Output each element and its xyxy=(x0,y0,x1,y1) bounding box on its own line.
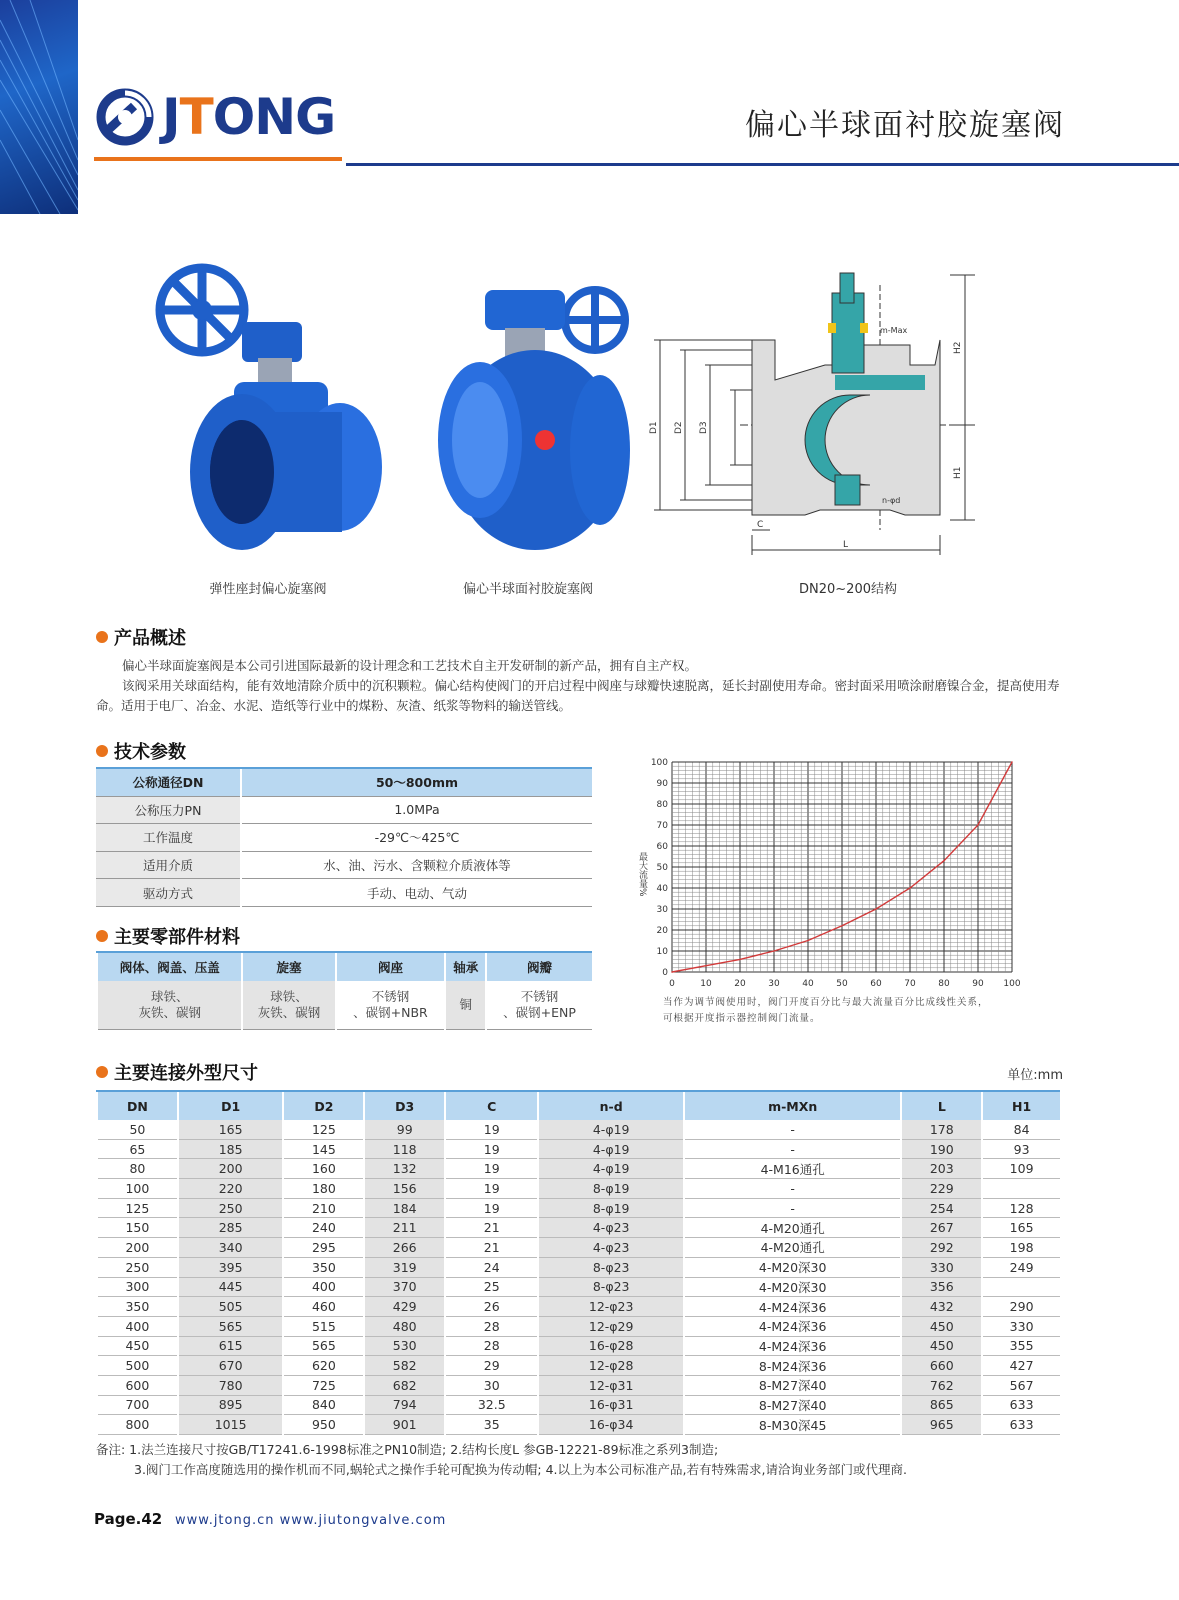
label-d1: D1 xyxy=(649,421,659,434)
param-value: 水、油、污水、含颗粒介质液体等 xyxy=(241,851,592,879)
y-tick-label: 50 xyxy=(656,863,668,873)
dim-cell: 19 xyxy=(445,1179,538,1199)
data-point xyxy=(977,824,979,826)
dim-cell: 4-M24深36 xyxy=(684,1336,901,1356)
dim-cell: 4-M16通孔 xyxy=(684,1159,901,1179)
page-number: Page.42 xyxy=(94,1510,163,1528)
dim-cell: 145 xyxy=(283,1139,364,1159)
x-tick-label: 80 xyxy=(938,979,950,989)
chart-note xyxy=(663,995,989,1027)
data-point xyxy=(773,950,775,952)
dim-cell: 254 xyxy=(901,1198,982,1218)
dim-cell: 950 xyxy=(283,1415,364,1435)
param-key: 公称压力PN xyxy=(96,796,241,824)
dim-cell: 4-φ19 xyxy=(538,1139,684,1159)
y-tick-label: 70 xyxy=(656,821,668,831)
material-cell: 球铁、 灰铁、碳钢 xyxy=(242,981,335,1030)
dim-cell: 4-φ19 xyxy=(538,1120,684,1139)
dim-cell: 229 xyxy=(901,1179,982,1199)
logo-mark-icon xyxy=(94,86,156,148)
footer-url: www.jtong.cn www.jiutongvalve.com xyxy=(174,1513,447,1528)
table-row xyxy=(97,1139,1060,1159)
data-point xyxy=(671,971,673,973)
dim-header: C xyxy=(445,1091,538,1120)
table-row xyxy=(97,1198,1060,1218)
dim-cell: 165 xyxy=(982,1218,1060,1238)
param-key: 驱动方式 xyxy=(96,879,241,907)
dim-cell: 203 xyxy=(901,1159,982,1179)
dim-cell: 267 xyxy=(901,1218,982,1238)
data-point xyxy=(807,940,809,942)
x-tick-label: 70 xyxy=(904,979,916,989)
material-header: 旋塞 xyxy=(242,952,335,981)
data-point xyxy=(841,925,843,927)
dim-cell: 178 xyxy=(901,1120,982,1139)
table-row xyxy=(96,768,592,796)
dim-cell: 156 xyxy=(364,1179,445,1199)
dim-header: D1 xyxy=(178,1091,284,1120)
note-line-2: 3.阀门工作高度随选用的操作机而不同,蜗轮式之操作手轮可配换为传动帽; 4.以上为本公司标准产品,若有特殊需求,请洽询业务部门或代理商. xyxy=(134,1462,907,1477)
dim-cell: - xyxy=(684,1198,901,1218)
y-tick-label: 80 xyxy=(656,800,668,810)
material-header: 阀瓣 xyxy=(486,952,592,981)
material-cell: 不锈钢 、碳钢+ENP xyxy=(486,981,592,1030)
dim-cell: 249 xyxy=(982,1257,1060,1277)
dim-header: D3 xyxy=(364,1091,445,1120)
dim-cell: 840 xyxy=(283,1395,364,1415)
x-tick-label: 20 xyxy=(734,979,746,989)
x-tick-label: 50 xyxy=(836,979,848,989)
y-axis-label: 最大流量% xyxy=(637,852,647,897)
bullet-icon xyxy=(96,745,108,757)
dim-cell: - xyxy=(684,1139,901,1159)
dim-cell: 395 xyxy=(178,1257,284,1277)
dim-cell: 670 xyxy=(178,1356,284,1376)
page-title: 偏心半球面衬胶旋塞阀 xyxy=(745,108,1065,143)
y-tick-label: 0 xyxy=(662,968,668,978)
dim-cell: 800 xyxy=(97,1415,178,1435)
dim-cell: 29 xyxy=(445,1356,538,1376)
dim-cell: 125 xyxy=(97,1198,178,1218)
dim-cell: 32.5 xyxy=(445,1395,538,1415)
table-row xyxy=(97,1316,1060,1336)
dim-header: m-MXn xyxy=(684,1091,901,1120)
dim-cell: 292 xyxy=(901,1238,982,1258)
caption-product-1: 弹性座封偏心旋塞阀 xyxy=(209,582,327,597)
dim-cell: 762 xyxy=(901,1375,982,1395)
label-l: L xyxy=(843,540,849,550)
table-row xyxy=(96,879,592,907)
dim-cell: 319 xyxy=(364,1257,445,1277)
dim-cell: 250 xyxy=(97,1257,178,1277)
dim-cell: 93 xyxy=(982,1139,1060,1159)
dim-cell: 330 xyxy=(982,1316,1060,1336)
label-h2: H2 xyxy=(953,341,963,354)
material-cell: 铜 xyxy=(445,981,486,1030)
dim-cell: 620 xyxy=(283,1356,364,1376)
dim-cell: 295 xyxy=(283,1238,364,1258)
dim-cell: 8-φ19 xyxy=(538,1179,684,1199)
product-image-gear-valve xyxy=(150,262,390,562)
dim-cell: 19 xyxy=(445,1120,538,1139)
dim-cell: 266 xyxy=(364,1238,445,1258)
dim-cell: 350 xyxy=(97,1297,178,1317)
dim-cell: 427 xyxy=(982,1356,1060,1376)
dim-cell: 160 xyxy=(283,1159,364,1179)
table-row xyxy=(96,851,592,879)
dim-cell: 185 xyxy=(178,1139,284,1159)
dim-cell: 8-φ19 xyxy=(538,1198,684,1218)
dim-cell: 4-M20深30 xyxy=(684,1257,901,1277)
dim-cell: 12-φ28 xyxy=(538,1356,684,1376)
param-key: 公称通径DN xyxy=(96,768,241,796)
dim-cell: 615 xyxy=(178,1336,284,1356)
dim-cell: 24 xyxy=(445,1257,538,1277)
label-mmax: m-Max xyxy=(880,326,908,335)
table-row xyxy=(97,1120,1060,1139)
data-point xyxy=(943,860,945,862)
param-value: 1.0MPa xyxy=(241,796,592,824)
table-row xyxy=(97,1238,1060,1258)
dim-cell: 35 xyxy=(445,1415,538,1435)
dim-cell xyxy=(982,1277,1060,1297)
dim-cell: 895 xyxy=(178,1395,284,1415)
dim-cell: 600 xyxy=(97,1375,178,1395)
dim-cell: 21 xyxy=(445,1238,538,1258)
y-tick-label: 20 xyxy=(656,926,668,936)
dim-cell: 901 xyxy=(364,1415,445,1435)
bullet-icon xyxy=(96,1066,108,1078)
dim-cell: 16-φ34 xyxy=(538,1415,684,1435)
dim-cell: 21 xyxy=(445,1218,538,1238)
dim-cell: 132 xyxy=(364,1159,445,1179)
dim-header: H1 xyxy=(982,1091,1060,1120)
dimensions-table xyxy=(96,1090,1060,1435)
dim-cell: 660 xyxy=(901,1356,982,1376)
bullet-icon xyxy=(96,631,108,643)
dim-cell: 340 xyxy=(178,1238,284,1258)
dim-cell: 99 xyxy=(364,1120,445,1139)
dim-cell: 165 xyxy=(178,1120,284,1139)
dim-cell: 19 xyxy=(445,1159,538,1179)
data-point xyxy=(909,887,911,889)
dim-cell: 109 xyxy=(982,1159,1060,1179)
dim-cell: 1015 xyxy=(178,1415,284,1435)
dim-cell: 150 xyxy=(97,1218,178,1238)
x-tick-label: 100 xyxy=(1003,979,1021,989)
table-row xyxy=(97,1336,1060,1356)
table-row xyxy=(97,1159,1060,1179)
chart-note-line-1: 当作为调节阀使用时，阀门开度百分比与最大流量百分比成线性关系， xyxy=(663,997,989,1008)
dim-cell: 12-φ31 xyxy=(538,1375,684,1395)
dim-cell: 450 xyxy=(901,1316,982,1336)
dim-cell: 515 xyxy=(283,1316,364,1336)
dim-cell: 682 xyxy=(364,1375,445,1395)
data-point xyxy=(875,908,877,910)
dim-cell: 118 xyxy=(364,1139,445,1159)
table-row xyxy=(97,1257,1060,1277)
material-header: 轴承 xyxy=(445,952,486,981)
dim-cell: 28 xyxy=(445,1316,538,1336)
dim-cell: 700 xyxy=(97,1395,178,1415)
structure-drawing xyxy=(640,265,990,565)
material-header: 阀体、阀盖、压盖 xyxy=(97,952,242,981)
table-row xyxy=(96,824,592,852)
overview-paragraph-2: 该阀采用关球面结构，能有效地清除介质中的沉积颗粒。偏心结构使阀门的开启过程中阀座与球瓣快速脱离，延长封副使用寿命。密封面采用喷涂耐磨镍合金，提高使用寿命。适用于电厂、冶金、水泥、造纸等行业中的煤粉、灰渣、纸浆等物料的输送管线。 xyxy=(96,678,1060,713)
dim-cell: - xyxy=(684,1179,901,1199)
y-tick-label: 40 xyxy=(656,884,668,894)
overview-text xyxy=(96,656,1066,716)
dim-header: L xyxy=(901,1091,982,1120)
material-header: 阀座 xyxy=(336,952,446,981)
dim-cell: 450 xyxy=(901,1336,982,1356)
dim-cell: 190 xyxy=(901,1139,982,1159)
brand-logo xyxy=(94,82,335,152)
table-row xyxy=(97,1395,1060,1415)
dim-header: D2 xyxy=(283,1091,364,1120)
dim-cell: 250 xyxy=(178,1198,284,1218)
x-tick-label: 30 xyxy=(768,979,780,989)
dim-cell: 400 xyxy=(97,1316,178,1336)
table-row xyxy=(97,1179,1060,1199)
table-header-row xyxy=(97,952,592,981)
dim-cell: 445 xyxy=(178,1277,284,1297)
dim-cell: 429 xyxy=(364,1297,445,1317)
notes xyxy=(96,1440,907,1480)
label-c: C xyxy=(757,520,764,530)
data-point xyxy=(1011,761,1013,763)
dim-cell: 450 xyxy=(97,1336,178,1356)
table-row xyxy=(97,1297,1060,1317)
dim-cell: 500 xyxy=(97,1356,178,1376)
dim-cell: 565 xyxy=(283,1336,364,1356)
dim-cell xyxy=(982,1179,1060,1199)
y-tick-label: 90 xyxy=(656,779,668,789)
dim-cell: - xyxy=(684,1120,901,1139)
table-header-row xyxy=(97,1091,1060,1120)
dim-cell: 432 xyxy=(901,1297,982,1317)
unit-label: 单位:mm xyxy=(1007,1068,1063,1083)
dim-cell: 350 xyxy=(283,1257,364,1277)
dim-cell: 530 xyxy=(364,1336,445,1356)
param-key: 适用介质 xyxy=(96,851,241,879)
chart-note-line-2: 可根据开度指示器控制阀门流量。 xyxy=(663,1013,821,1024)
dim-cell: 633 xyxy=(982,1415,1060,1435)
dim-cell: 19 xyxy=(445,1139,538,1159)
product-image-eccentric-valve xyxy=(425,280,635,565)
dim-cell: 865 xyxy=(901,1395,982,1415)
dim-cell: 4-M24深36 xyxy=(684,1297,901,1317)
x-tick-label: 0 xyxy=(669,979,675,989)
param-value: 手动、电动、气动 xyxy=(241,879,592,907)
dim-header: DN xyxy=(97,1091,178,1120)
dim-cell: 180 xyxy=(283,1179,364,1199)
dim-cell: 633 xyxy=(982,1395,1060,1415)
dim-cell: 370 xyxy=(364,1277,445,1297)
section-title-materials: 主要零部件材料 xyxy=(96,923,240,949)
dim-cell: 8-M27深40 xyxy=(684,1395,901,1415)
y-tick-label: 30 xyxy=(656,905,668,915)
dim-cell: 200 xyxy=(178,1159,284,1179)
dim-cell: 505 xyxy=(178,1297,284,1317)
section-title-tech: 技术参数 xyxy=(96,738,186,764)
dim-cell: 794 xyxy=(364,1395,445,1415)
brand-name: JTONG xyxy=(162,88,336,146)
table-row xyxy=(97,1415,1060,1435)
table-row xyxy=(97,1356,1060,1376)
dim-cell: 210 xyxy=(283,1198,364,1218)
dim-cell: 4-φ23 xyxy=(538,1238,684,1258)
dim-cell: 565 xyxy=(178,1316,284,1336)
dim-cell: 290 xyxy=(982,1297,1060,1317)
dim-cell: 4-M20深30 xyxy=(684,1277,901,1297)
dim-cell: 125 xyxy=(283,1120,364,1139)
data-point xyxy=(705,965,707,967)
material-cell: 球铁、 灰铁、碳钢 xyxy=(97,981,242,1030)
dim-cell: 16-φ28 xyxy=(538,1336,684,1356)
data-point xyxy=(739,959,741,961)
label-d3: D3 xyxy=(699,421,709,434)
dim-cell: 211 xyxy=(364,1218,445,1238)
param-key: 工作温度 xyxy=(96,824,241,852)
dim-cell: 12-φ23 xyxy=(538,1297,684,1317)
dim-cell: 8-M27深40 xyxy=(684,1375,901,1395)
x-tick-label: 10 xyxy=(700,979,712,989)
dim-cell: 8-φ23 xyxy=(538,1257,684,1277)
y-tick-label: 60 xyxy=(656,842,668,852)
param-value: -29℃～425℃ xyxy=(241,824,592,852)
dim-cell: 80 xyxy=(97,1159,178,1179)
bullet-icon xyxy=(96,930,108,942)
dim-cell: 8-M30深45 xyxy=(684,1415,901,1435)
dim-cell: 100 xyxy=(97,1179,178,1199)
dim-cell: 460 xyxy=(283,1297,364,1317)
section-title-dimensions: 主要连接外型尺寸 xyxy=(96,1059,258,1085)
logo-underline xyxy=(94,157,342,161)
dim-cell: 4-φ23 xyxy=(538,1218,684,1238)
materials-table xyxy=(96,951,592,1030)
dim-cell: 84 xyxy=(982,1120,1060,1139)
dim-cell: 582 xyxy=(364,1356,445,1376)
header-rule xyxy=(346,163,1179,166)
dim-cell: 198 xyxy=(982,1238,1060,1258)
x-tick-label: 60 xyxy=(870,979,882,989)
table-row xyxy=(97,1218,1060,1238)
dim-cell: 240 xyxy=(283,1218,364,1238)
dim-cell: 285 xyxy=(178,1218,284,1238)
dim-cell: 220 xyxy=(178,1179,284,1199)
dim-cell: 567 xyxy=(982,1375,1060,1395)
x-tick-label: 40 xyxy=(802,979,814,989)
dim-cell: 4-M20通孔 xyxy=(684,1238,901,1258)
caption-product-2: 偏心半球面衬胶旋塞阀 xyxy=(462,582,593,597)
dim-cell: 50 xyxy=(97,1120,178,1139)
flow-characteristic-chart xyxy=(628,752,1028,990)
overview-paragraph-1: 偏心半球面旋塞阀是本公司引进国际最新的设计理念和工艺技术自主开发研制的新产品，拥有自主产权。 xyxy=(122,658,698,673)
note-line-1: 备注: 1.法兰连接尺寸按GB/T17241.6-1998标准之PN10制造; 2.结构长度L 参GB-12221-89标准之系列3制造; xyxy=(96,1442,719,1457)
section-title-overview: 产品概述 xyxy=(96,624,186,650)
dim-cell: 128 xyxy=(982,1198,1060,1218)
dim-cell: 400 xyxy=(283,1277,364,1297)
dim-cell: 8-M24深36 xyxy=(684,1356,901,1376)
dim-cell: 26 xyxy=(445,1297,538,1317)
label-h1: H1 xyxy=(953,466,963,479)
dim-cell: 28 xyxy=(445,1336,538,1356)
tech-params-table xyxy=(96,767,592,907)
dim-cell: 355 xyxy=(982,1336,1060,1356)
dim-cell: 25 xyxy=(445,1277,538,1297)
dim-cell: 30 xyxy=(445,1375,538,1395)
table-row xyxy=(96,796,592,824)
dim-cell: 4-φ19 xyxy=(538,1159,684,1179)
label-d2: D2 xyxy=(674,421,684,434)
footer xyxy=(94,1510,446,1528)
param-value: 50～800mm xyxy=(241,768,592,796)
table-row xyxy=(97,1277,1060,1297)
table-row xyxy=(97,981,592,1030)
x-tick-label: 90 xyxy=(972,979,984,989)
dim-cell: 480 xyxy=(364,1316,445,1336)
dim-cell: 16-φ31 xyxy=(538,1395,684,1415)
dim-cell: 780 xyxy=(178,1375,284,1395)
dim-cell: 725 xyxy=(283,1375,364,1395)
dim-cell: 4-M20通孔 xyxy=(684,1218,901,1238)
dim-cell: 65 xyxy=(97,1139,178,1159)
y-tick-label: 10 xyxy=(656,947,668,957)
dim-cell: 300 xyxy=(97,1277,178,1297)
caption-product-3: DN20~200结构 xyxy=(799,582,897,597)
dim-cell: 4-M24深36 xyxy=(684,1316,901,1336)
dim-cell: 200 xyxy=(97,1238,178,1258)
dim-cell: 965 xyxy=(901,1415,982,1435)
dim-header: n-d xyxy=(538,1091,684,1120)
dim-cell: 12-φ29 xyxy=(538,1316,684,1336)
dim-cell: 356 xyxy=(901,1277,982,1297)
dim-cell: 330 xyxy=(901,1257,982,1277)
dim-cell: 19 xyxy=(445,1198,538,1218)
y-tick-label: 100 xyxy=(650,758,668,768)
dim-cell: 184 xyxy=(364,1198,445,1218)
table-row xyxy=(97,1375,1060,1395)
dim-cell: 8-φ23 xyxy=(538,1277,684,1297)
corner-decoration xyxy=(0,0,78,214)
label-nd: n-φd xyxy=(882,496,901,505)
material-cell: 不锈钢 、碳钢+NBR xyxy=(336,981,446,1030)
